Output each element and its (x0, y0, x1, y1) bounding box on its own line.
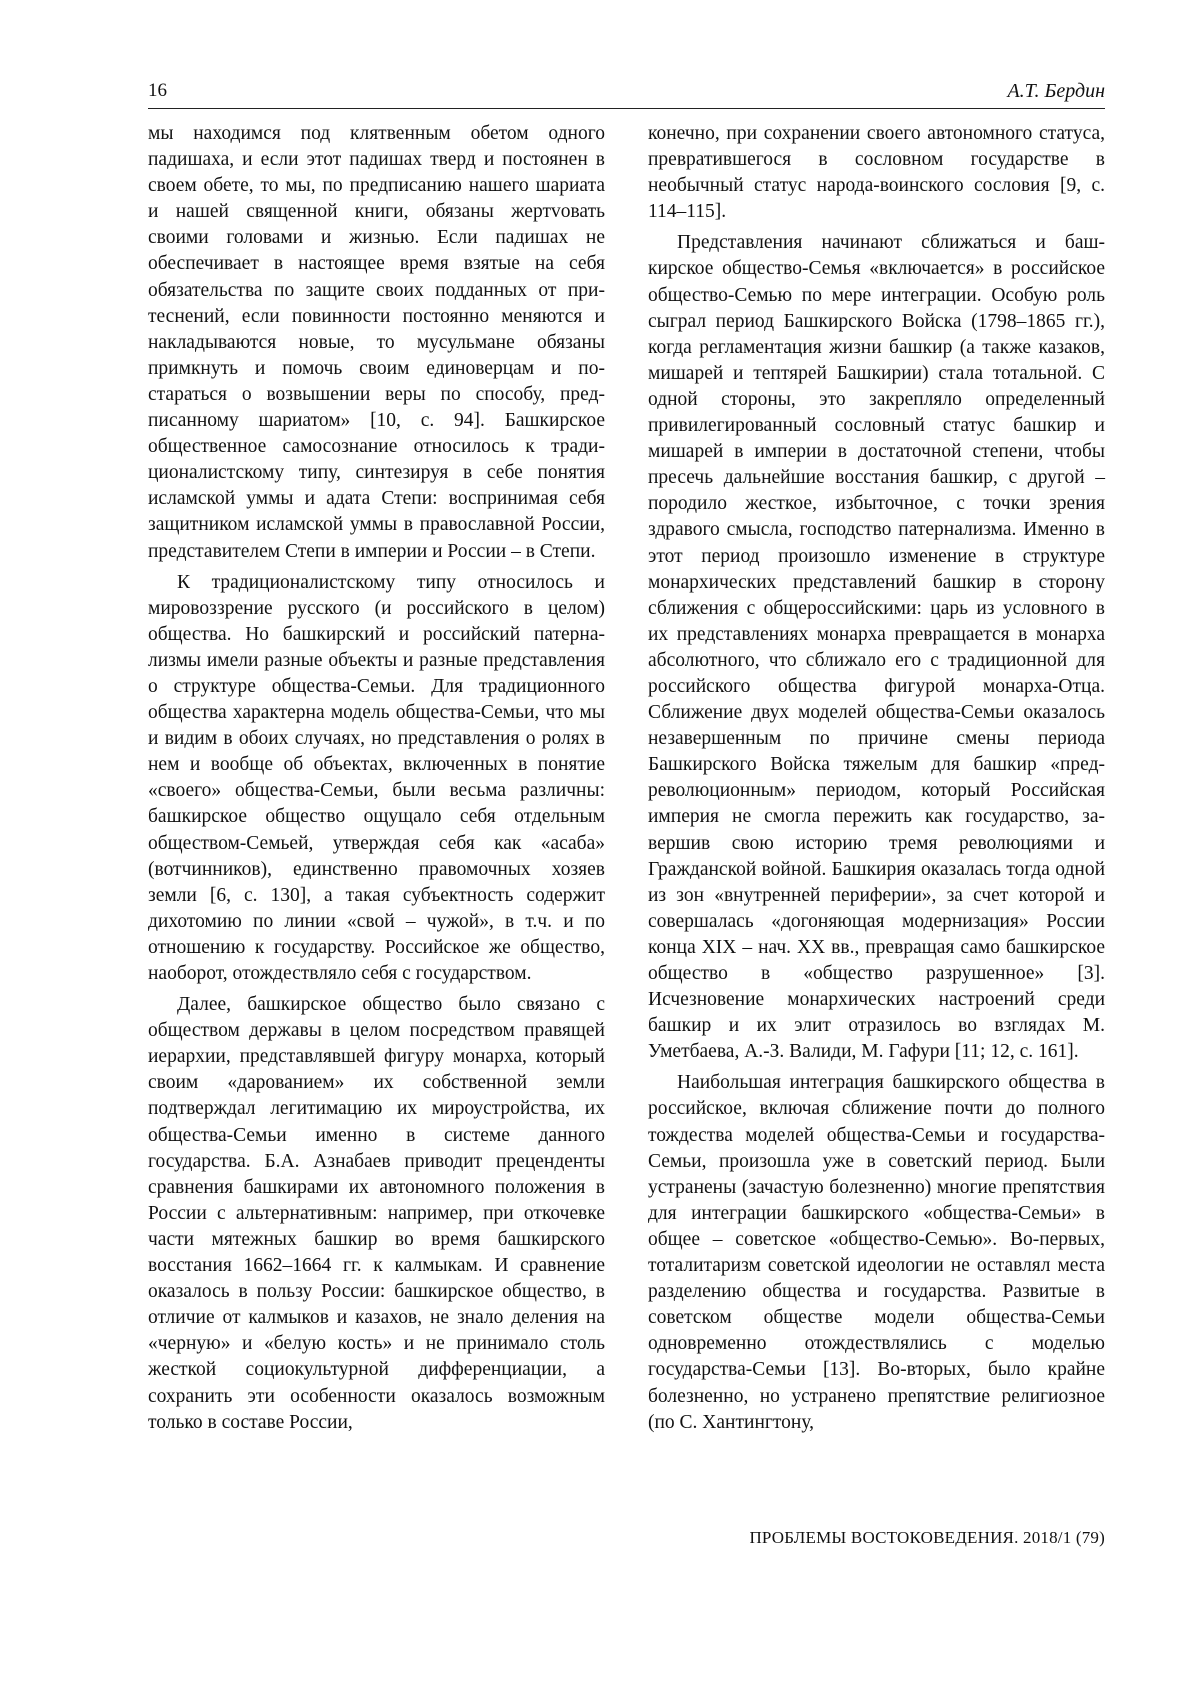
paragraph: мы находимся под клятвенным обетом одного падишаха, и если этот падишах тверд и постоянен в своем обете, то мы, по предписанию нашего шариата и нашей священной книги, обязаны жертvовать своими головами и жизнью. Если падишах не обеспечивает в настоящее время взятые на себя обязательства по защите своих подданных от притеснений, если повинности постоянно меняются и накладываются новые, то мусульмане обязаны примкнуть и помочь своим единоверцам и постараться о возвышении веры по способу, предписанному шариатом» [10, с. 94]. Башкирское общественное самосознание относилось к традиционалистскому типу, синтезируя в себе понятия исламской уммы и адата Степи: воспринимая себя защитником исламской уммы в православной России, представителем Степи в империи и России – в Степи. (148, 123, 605, 562)
running-header (148, 80, 1105, 109)
paragraph: Представления начинают сближаться и башкирское общество-Семья «включается» в российское общество-Семью по мере интеграции. Особую роль сыграл период Башкирского Войска (1798–1865 гг.), когда регламентация жизни башкир (а также казаков, мишарей и тептярей Башкирии) стала тотальной. С одной стороны, это закрепляло определенный привилегированный сословный статус башкир и мишарей в империи в достаточной степени, чтобы пресечь дальнейшие восстания башкир, с другой – породило жесткое, избыточное, с точки зрения здравого смысла, господство патернализма. Именно в этот период произошло изменение в структуре монархических представлений башкир в сторону сближения с общероссийскими: царь из условного в их представлениях монарха превращается в монарха абсолютного, что сближало его с традиционной для российского общества фигурой монарха-Отца. Сближение двух моделей общества-Семьи оказалось незавершенным по причине смены периода Башкирского Войска тяжелым для башкир «предреволюционным» периодом, который Российская империя не смогла пережить как государство, завершив свою историю тремя революциями и Гражданской войной. Башкирия оказалась тогда одной из зон «внутренней периферии», за счет которой и совершалась «догоняющая модернизация» России конца XIX – нач. XX вв., превращая само башкирское общество в «общество разрушенное» [3]. Исчезновение монархических настроений среди башкир и их элит отразилось во взглядах М. Уметбаева, А.-З. Валиди, М. Гафури [11; 12, с. 161]. (648, 232, 1105, 1063)
paragraph: Далее, башкирское общество было связано с обществом державы в целом посредством правящей иерархии, представлявшей фигуру монарха, который своим «дарованием» их собственной земли подтверждал легитимацию их мироустройства, их общества-Семьи именно в системе данного государства. Б.А. Азнабаев приводит преценденты сравнения башкирами их автономного положения в России с альтернативным: например, при откочевке части мятежных башкир во время башкирского восстания 1662–1664 гг. к калмыкам. И сравнение оказалось в пользу России: башкирское общество, в отличие от калмыков и казахов, не знало деления на «черную» и «белую кость» и не принимало столь жесткой социокультурной дифференциации, а сохранить эти особенности оказалось возможным только в составе России, (148, 994, 605, 1433)
paragraph: К традиционалистскому типу относилось и мировоззрение русского (и российского в целом) общества. Но башкирский и российский патернализмы имели разные объекты и разные представления о структуре общества-Семьи. Для традиционного общества характерна модель общества-Семьи, что мы и видим в обоих случаях, но представления о ролях в нем и вообще об объектах, включенных в понятие «своего» общества-Семьи, были весьма различны: башкирское общество ощущало себя отдельным обществом-Семьей, утверждая себя как «асаба» (вотчинников), единственно правомочных хозяев земли [6, с. 130], а такая субъектность содержит дихотомию по линии «свой – чужой», в т.ч. и по отношению к государству. Российское же общество, наоборот, отождествляло себя с государством. (148, 571, 605, 984)
paragraph: Наибольшая интеграция башкирского общества в российское, включая сближение почти до полного тождества моделей общества-Семьи и государства-Семьи, произошла уже в советский период. Были устранены (зачастую болезненно) многие препятствия для интеграции башкирского «общества-Семьи» в общее – советское «общество-Семью». Во-первых, тоталитаризм советской идеологии не оставлял места разделению общества и государства. Развитые в советском обществе модели общества-Семьи одновременно отождествлялись с моделью государства-Семьи [13]. Во-вторых, было крайне болезненно, но устранено препятствие религиозное (по С. Хантингтону, (648, 1072, 1105, 1433)
left-column (148, 121, 605, 1436)
page-number: 16 (148, 80, 167, 101)
running-author: А.Т. Бердин (1007, 80, 1105, 102)
paragraph: конечно, при сохранении своего автономного статуса, превратившегося в сословном государстве в необычный статус народа-воинского сословия [9, с. 114–115]. (648, 123, 1105, 223)
right-column (648, 121, 1105, 1436)
journal-footer: ПРОБЛЕМЫ ВОСТОКОВЕДЕНИЯ. 2018/1 (79) (749, 1528, 1105, 1547)
